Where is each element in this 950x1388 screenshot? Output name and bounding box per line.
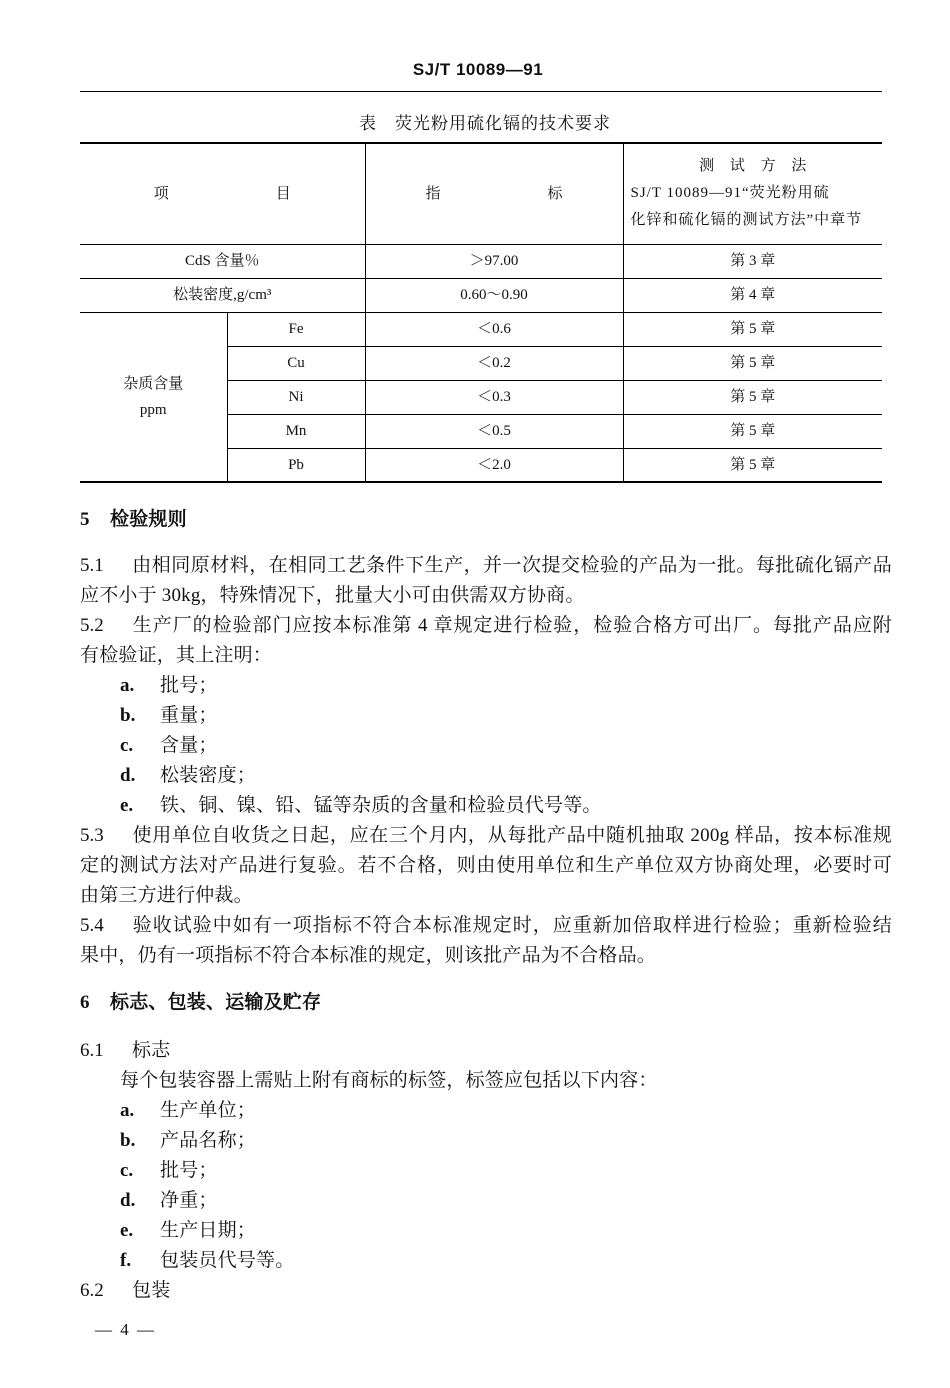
clause-5-1-line-2: 应不小于 30kg，特殊情况下，批量大小可由供需双方协商。: [80, 585, 585, 606]
clause-5-4-line-2: 果中，仍有一项指标不符合本标准的规定，则该批产品为不合格品。: [80, 945, 657, 966]
clause-title: 标志: [132, 1040, 171, 1061]
list-item-text: 含量；: [160, 735, 218, 756]
list-item-text: 包装员代号等。: [160, 1250, 295, 1271]
impurity-index: ＜0.3: [365, 380, 623, 414]
table-header-row: [80, 143, 882, 244]
header-item-char-2: 目: [275, 185, 291, 202]
list-item-label: a.: [120, 675, 135, 696]
spec-table: [80, 142, 882, 483]
list-item-label: a.: [120, 1100, 135, 1121]
header-index-char-2: 标: [547, 185, 563, 202]
clause-text: 生产厂的检验部门应按本标准第 4 章规定进行检验，检验合格方可出厂。每批产品应附: [132, 615, 892, 636]
list-item-text: 净重；: [160, 1190, 218, 1211]
clause-5-4-line-1: [80, 911, 892, 941]
list-item-label: b.: [120, 705, 136, 726]
impurity-label: 杂质含量: [123, 375, 184, 392]
section-6: [80, 988, 892, 1306]
header-method-ref-1: SJ/T 10089—91“荧光粉用硫: [630, 185, 830, 202]
list-item: [80, 1246, 892, 1276]
clause-text: 使用单位自收货之日起，应在三个月内，从每批产品中随机抽取 200g 样品，按本标准规: [132, 825, 892, 846]
list-item-text: 批号；: [160, 1160, 218, 1181]
list-item-label: e.: [120, 1220, 134, 1241]
section-6-heading: [80, 988, 892, 1018]
clause-6-1-intro: 每个包装容器上需贴上附有商标的标签，标签应包括以下内容：: [120, 1070, 658, 1091]
impurity-element: Cu: [227, 346, 365, 380]
clause-number: 5.1: [80, 555, 104, 576]
row-cds-item: CdS 含量％: [80, 244, 365, 278]
list-item: [80, 1096, 892, 1126]
list-item-label: b.: [120, 1130, 136, 1151]
row-density-method: 第 4 章: [623, 278, 882, 312]
impurity-element: Fe: [227, 312, 365, 346]
list-item-text: 重量；: [160, 705, 218, 726]
section-6-title: 标志、包装、运输及贮存: [110, 992, 322, 1013]
impurity-element: Pb: [227, 448, 365, 482]
list-item: [80, 731, 892, 761]
clause-text: 验收试验中如有一项指标不符合本标准规定时，应重新加倍取样进行检验；重新检验结: [132, 915, 892, 936]
row-cds-method: 第 3 章: [623, 244, 882, 278]
list-item-label: d.: [120, 765, 136, 786]
clause-number: 6.2: [80, 1280, 104, 1301]
list-item: [80, 761, 892, 791]
clause-6-1-heading: [80, 1036, 892, 1066]
list-item: [80, 791, 892, 821]
list-item-text: 批号；: [160, 675, 218, 696]
list-item: [80, 1216, 892, 1246]
impurity-method: 第 5 章: [623, 414, 882, 448]
list-item-text: 生产日期；: [160, 1220, 257, 1241]
clause-title: 包装: [132, 1280, 171, 1301]
list-item: [80, 671, 892, 701]
table-row: [80, 278, 882, 312]
impurity-method: 第 5 章: [623, 380, 882, 414]
list-item-label: c.: [120, 1160, 134, 1181]
impurity-unit: ppm: [139, 401, 167, 418]
impurity-element: Ni: [227, 380, 365, 414]
impurity-element: Mn: [227, 414, 365, 448]
header-item-char-1: 项: [153, 185, 169, 202]
impurity-label-cell: [80, 312, 227, 482]
header-index: [365, 143, 623, 244]
header-method-ref-2: 化锌和硫化镉的测试方法”中章节: [630, 212, 863, 229]
clause-5-3-line-2: 定的测试方法对产品进行复验。若不合格，则由使用单位和生产单位双方协商处理，必要时可: [80, 855, 892, 876]
row-density-item: 松装密度,g/cm³: [80, 278, 365, 312]
list-item-text: 产品名称；: [160, 1130, 257, 1151]
row-cds-index: ＞97.00: [365, 244, 623, 278]
impurity-method: 第 5 章: [623, 312, 882, 346]
page-number: — 4 —: [95, 1320, 156, 1339]
section-5-heading: [80, 505, 892, 535]
clause-5-2-line-2: 有检验证，其上注明：: [80, 645, 273, 666]
list-item-text: 生产单位；: [160, 1100, 257, 1121]
clause-5-3-line-3: 由第三方进行仲裁。: [80, 885, 253, 906]
section-5: [80, 505, 892, 971]
table-caption: 表 荧光粉用硫化镉的技术要求: [359, 114, 611, 133]
list-item: [80, 1156, 892, 1186]
clause-number: 5.4: [80, 915, 104, 936]
impurity-index: ＜0.6: [365, 312, 623, 346]
impurity-index: ＜2.0: [365, 448, 623, 482]
clause-5-3-line-1: [80, 821, 892, 851]
header-method-title: 测 试 方 法: [699, 158, 813, 175]
header-item: [80, 143, 365, 244]
impurity-method: 第 5 章: [623, 448, 882, 482]
clause-number: 5.3: [80, 825, 104, 846]
list-item-label: c.: [120, 735, 134, 756]
list-item-label: e.: [120, 795, 134, 816]
list-item: [80, 1126, 892, 1156]
clause-5-2-line-1: [80, 611, 892, 641]
clause-6-2-heading: [80, 1276, 892, 1306]
list-item: [80, 1186, 892, 1216]
impurity-index: ＜0.5: [365, 414, 623, 448]
header-index-char-1: 指: [425, 185, 441, 202]
standard-code-header: SJ/T 10089—91: [412, 60, 544, 79]
clause-5-1-line-1: [80, 551, 892, 581]
table-row: [80, 312, 882, 346]
section-5-number: 5: [80, 509, 90, 530]
list-item-text: 松装密度；: [160, 765, 257, 786]
list-item-label: d.: [120, 1190, 136, 1211]
impurity-index: ＜0.2: [365, 346, 623, 380]
row-density-index: 0.60～0.90: [365, 278, 623, 312]
table-row: [80, 244, 882, 278]
section-6-number: 6: [80, 992, 90, 1013]
section-5-title: 检验规则: [110, 509, 187, 530]
clause-text: 由相同原材料，在相同工艺条件下生产，并一次提交检验的产品为一批。每批硫化镉产品: [132, 555, 892, 576]
list-item: [80, 701, 892, 731]
list-item-label: f.: [120, 1250, 132, 1271]
clause-number: 6.1: [80, 1040, 104, 1061]
list-item-text: 铁、铜、镍、铅、锰等杂质的含量和检验员代号等。: [160, 795, 602, 816]
header-method: [623, 143, 882, 244]
impurity-method: 第 5 章: [623, 346, 882, 380]
clause-number: 5.2: [80, 615, 104, 636]
header-rule: [80, 91, 882, 92]
